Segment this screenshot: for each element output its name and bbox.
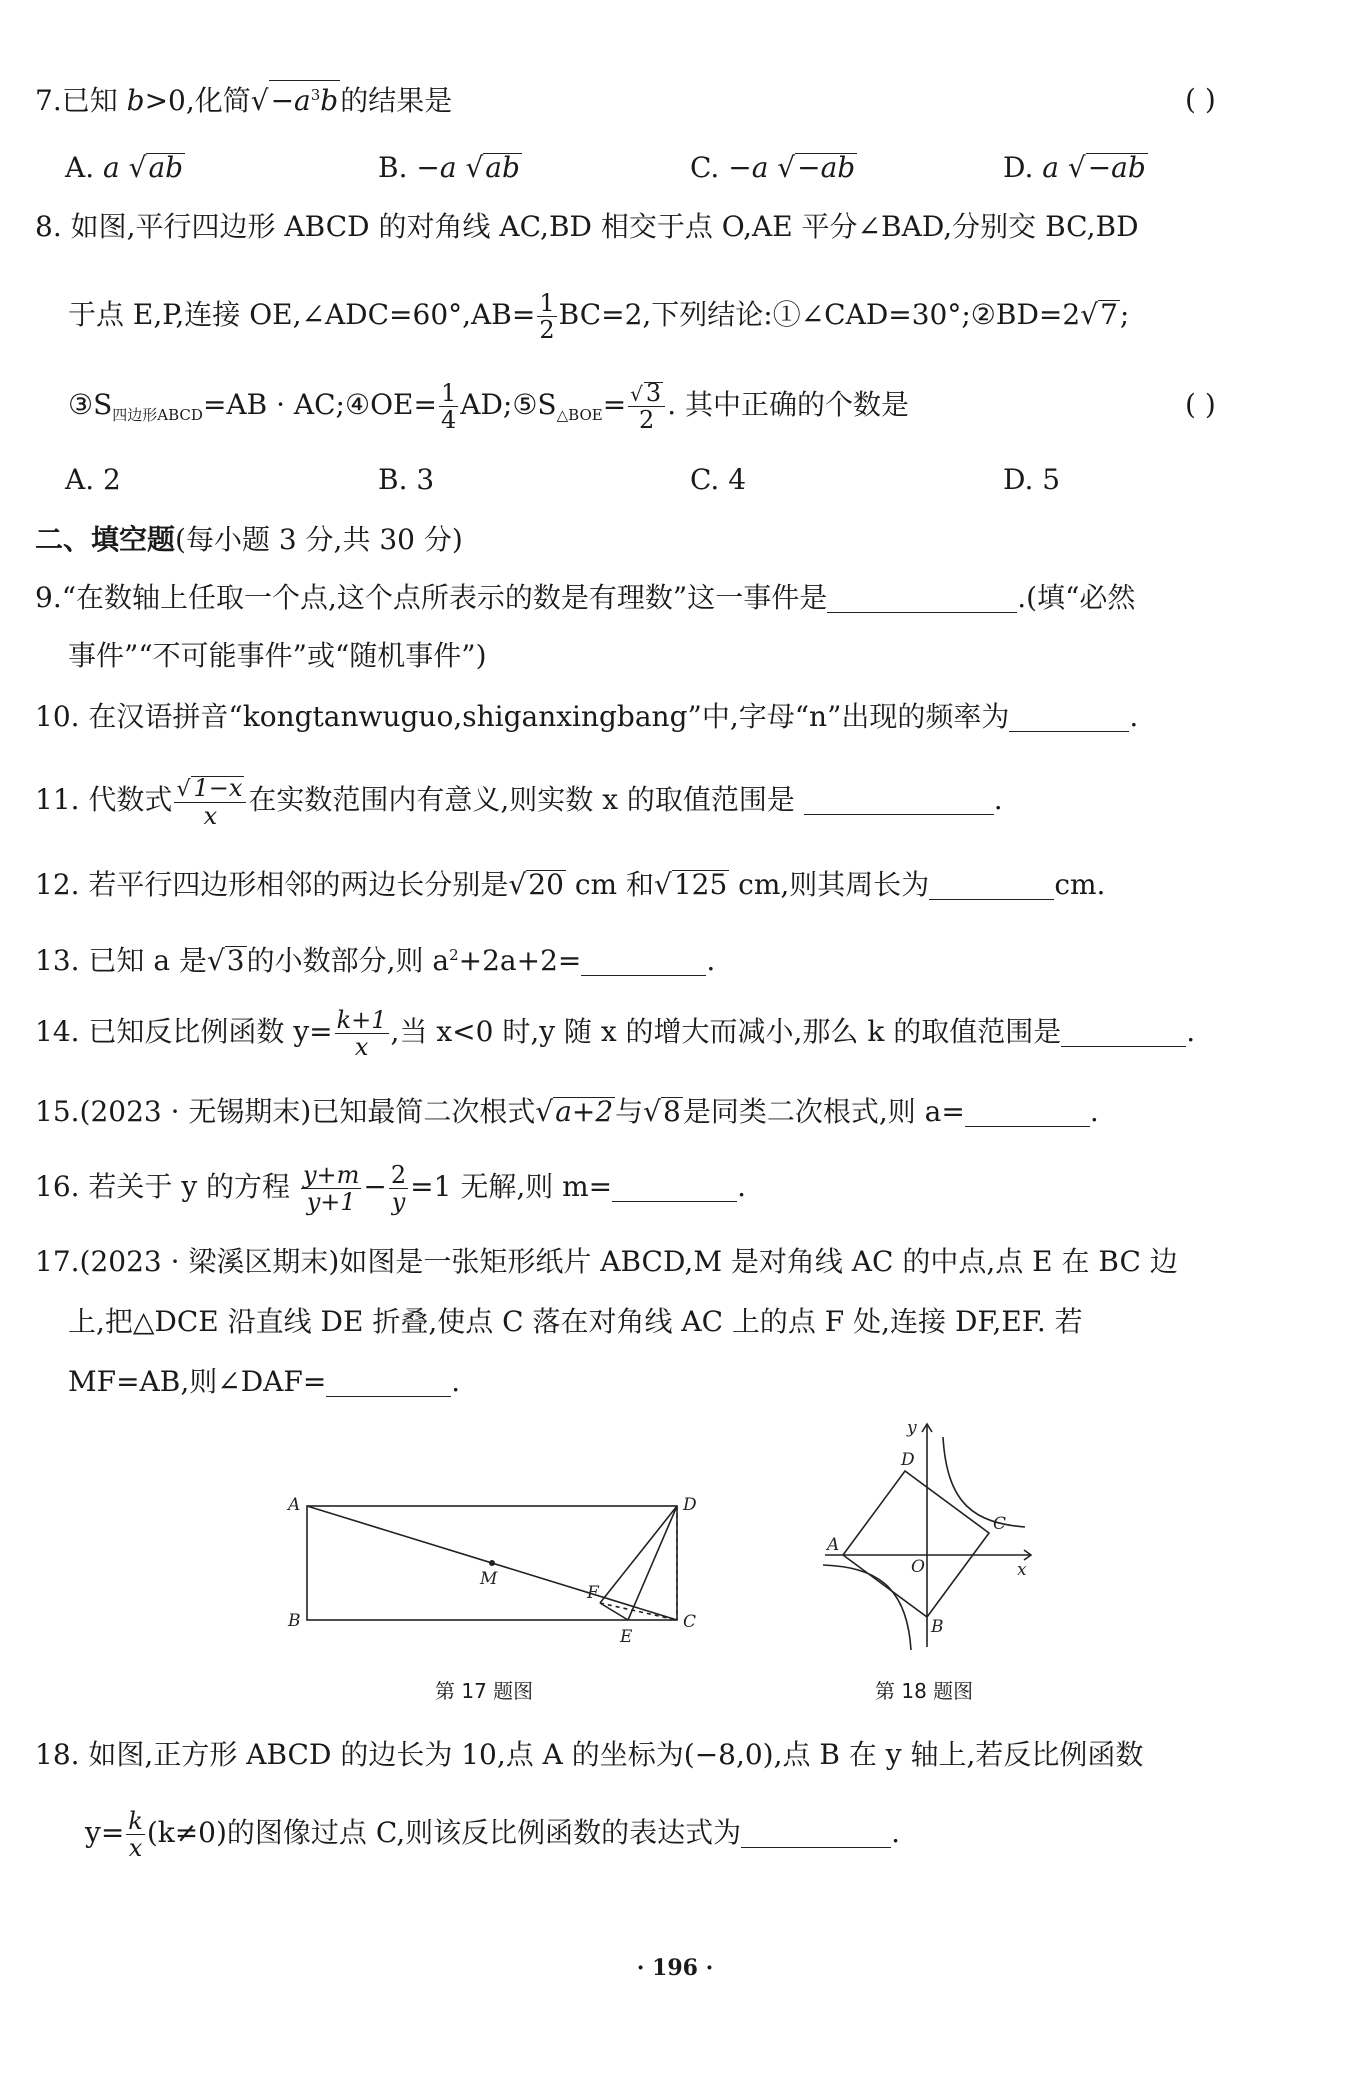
- q7-option-d: D. a √−ab: [1003, 151, 1146, 184]
- q18-answer-blank[interactable]: [741, 1817, 891, 1848]
- figure-18-caption: 第 18 题图: [875, 1679, 974, 1703]
- label-c: C: [993, 1514, 1007, 1534]
- square-abcd: [843, 1471, 989, 1617]
- label-m: M: [480, 1569, 498, 1589]
- q8-line2: 于点 E,P,连接 OE,∠ADC=60°,AB= $\frac{1}{2}$ BC=2,下列结论:①∠CAD=30°;②BD=2√7;: [68, 289, 1130, 344]
- q8-option-d: D. 5: [1003, 463, 1061, 496]
- q18-line1: 18. 如图,正方形 ABCD 的边长为 10,点 A 的坐标为(−8,0),点 B 在 y 轴上,若反比例函数: [35, 1738, 1144, 1771]
- label-c: C: [683, 1612, 697, 1632]
- q17-line1: 17.(2023 · 梁溪区期末)如图是一张矩形纸片 ABCD,M 是对角线 AC 的中点,点 E 在 BC 边: [35, 1245, 1178, 1278]
- label-b: B: [288, 1611, 301, 1631]
- hyperbola-branch-2: [823, 1565, 911, 1650]
- figure-17-rectangle-fold: [280, 1480, 720, 1660]
- q16: 16. 若关于 y 的方程 $\frac{y+m}{y+1}$ − $\frac{2}{y}$ =1 无解,则 m= .: [35, 1161, 747, 1216]
- label-d: D: [901, 1450, 915, 1470]
- q11: 11. 代数式 $\frac{√ 1-x}{x}$ 在实数范围内有意义,则实数 x 的取值范围是 .: [35, 773, 1003, 830]
- q8-option-b: B. 3: [378, 463, 435, 496]
- q7-option-c: C. −a √−ab: [690, 151, 856, 184]
- hyperbola-branch-1: [943, 1437, 1025, 1527]
- q12-answer-blank[interactable]: [929, 869, 1054, 900]
- label-a: A: [827, 1535, 840, 1555]
- page-number: · 196 ·: [636, 1955, 714, 1981]
- section-note: (每小题 3 分,共 30 分): [175, 523, 463, 556]
- segment-df: [600, 1506, 677, 1603]
- label-y: y: [907, 1418, 917, 1438]
- q7-stem: 7.已知 b>0,化简$√-a^3b$的结果是: [35, 80, 452, 121]
- q16-answer-blank[interactable]: [612, 1171, 737, 1202]
- q7-answer-paren: ( ): [1185, 83, 1216, 116]
- q10-answer-blank[interactable]: [1009, 701, 1129, 732]
- label-f: F: [587, 1583, 599, 1603]
- point-m: [489, 1560, 495, 1566]
- figure-18-square-hyperbola: [815, 1415, 1045, 1655]
- q8-answer-paren: ( ): [1185, 388, 1216, 421]
- q8-option-a: A. 2: [65, 463, 121, 496]
- q14: 14. 已知反比例函数 y= $\frac{k+1}{x}$ ,当 x<0 时,y 随 x 的增大而减小,那么 k 的取值范围是 .: [35, 1006, 1196, 1061]
- q17-answer-blank[interactable]: [326, 1366, 451, 1397]
- q15-answer-blank[interactable]: [965, 1096, 1090, 1127]
- label-a: A: [288, 1495, 301, 1515]
- q7-option-a: A. a √ab: [65, 151, 184, 184]
- q18-line2: y= $\frac{k}{x}$ (k≠0)的图像过点 C,则该反比例函数的表达式为 .: [85, 1807, 901, 1862]
- label-e: E: [620, 1627, 633, 1647]
- q10: 10. 在汉语拼音“kongtanwuguo,shiganxingbang”中,字母“n”出现的频率为 .: [35, 700, 1139, 733]
- label-b: B: [931, 1617, 944, 1637]
- dashed-fc: [600, 1603, 677, 1620]
- label-x: x: [1017, 1560, 1027, 1580]
- q8-line3: $③S_{四边形ABCD}=AB$ · AC;④OE= $\frac{1}{4}$ $AD;⑤S_{\triangle BOE}=$ $\frac{√ 3}{2}$ . 其中正确的个数是: [68, 379, 910, 434]
- section-title: 二、填空题: [35, 523, 176, 556]
- q13-answer-blank[interactable]: [581, 945, 706, 976]
- q13: 13. 已知 a 是√3的小数部分,则 $a^2+2a+2=$ .: [35, 944, 716, 977]
- q8-line1: 8. 如图,平行四边形 ABCD 的对角线 AC,BD 相交于点 O,AE 平分∠BAD,分别交 BC,BD: [35, 210, 1139, 243]
- q8-option-c: C. 4: [690, 463, 747, 496]
- q11-answer-blank[interactable]: [804, 784, 994, 815]
- segment-ef: [600, 1603, 628, 1620]
- q9-line2: 事件”“不可能事件”或“随机事件”): [68, 639, 487, 672]
- q12: 12. 若平行四边形相邻的两边长分别是√20 cm 和√125 cm,则其周长为 cm.: [35, 868, 1106, 901]
- segment-de: [628, 1506, 677, 1620]
- q9-line1: 9.“在数轴上任取一个点,这个点所表示的数是有理数”这一事件是 .(填“必然: [35, 581, 1136, 614]
- q9-answer-blank[interactable]: [827, 582, 1017, 613]
- figure-17-caption: 第 17 题图: [435, 1679, 534, 1703]
- q7-option-b: B. −a √ab: [378, 151, 520, 184]
- label-d: D: [683, 1495, 697, 1515]
- q17-line3: MF=AB,则∠DAF= .: [68, 1365, 461, 1398]
- label-o: O: [911, 1557, 925, 1577]
- q15: 15.(2023 · 无锡期末)已知最简二次根式√a+2与√8是同类二次根式,则 a= .: [35, 1095, 1099, 1128]
- q14-answer-blank[interactable]: [1061, 1016, 1186, 1047]
- section-heading: [35, 520, 463, 560]
- q17-line2: 上,把△DCE 沿直线 DE 折叠,使点 C 落在对角线 AC 上的点 F 处,连接 DF,EF. 若: [68, 1305, 1083, 1338]
